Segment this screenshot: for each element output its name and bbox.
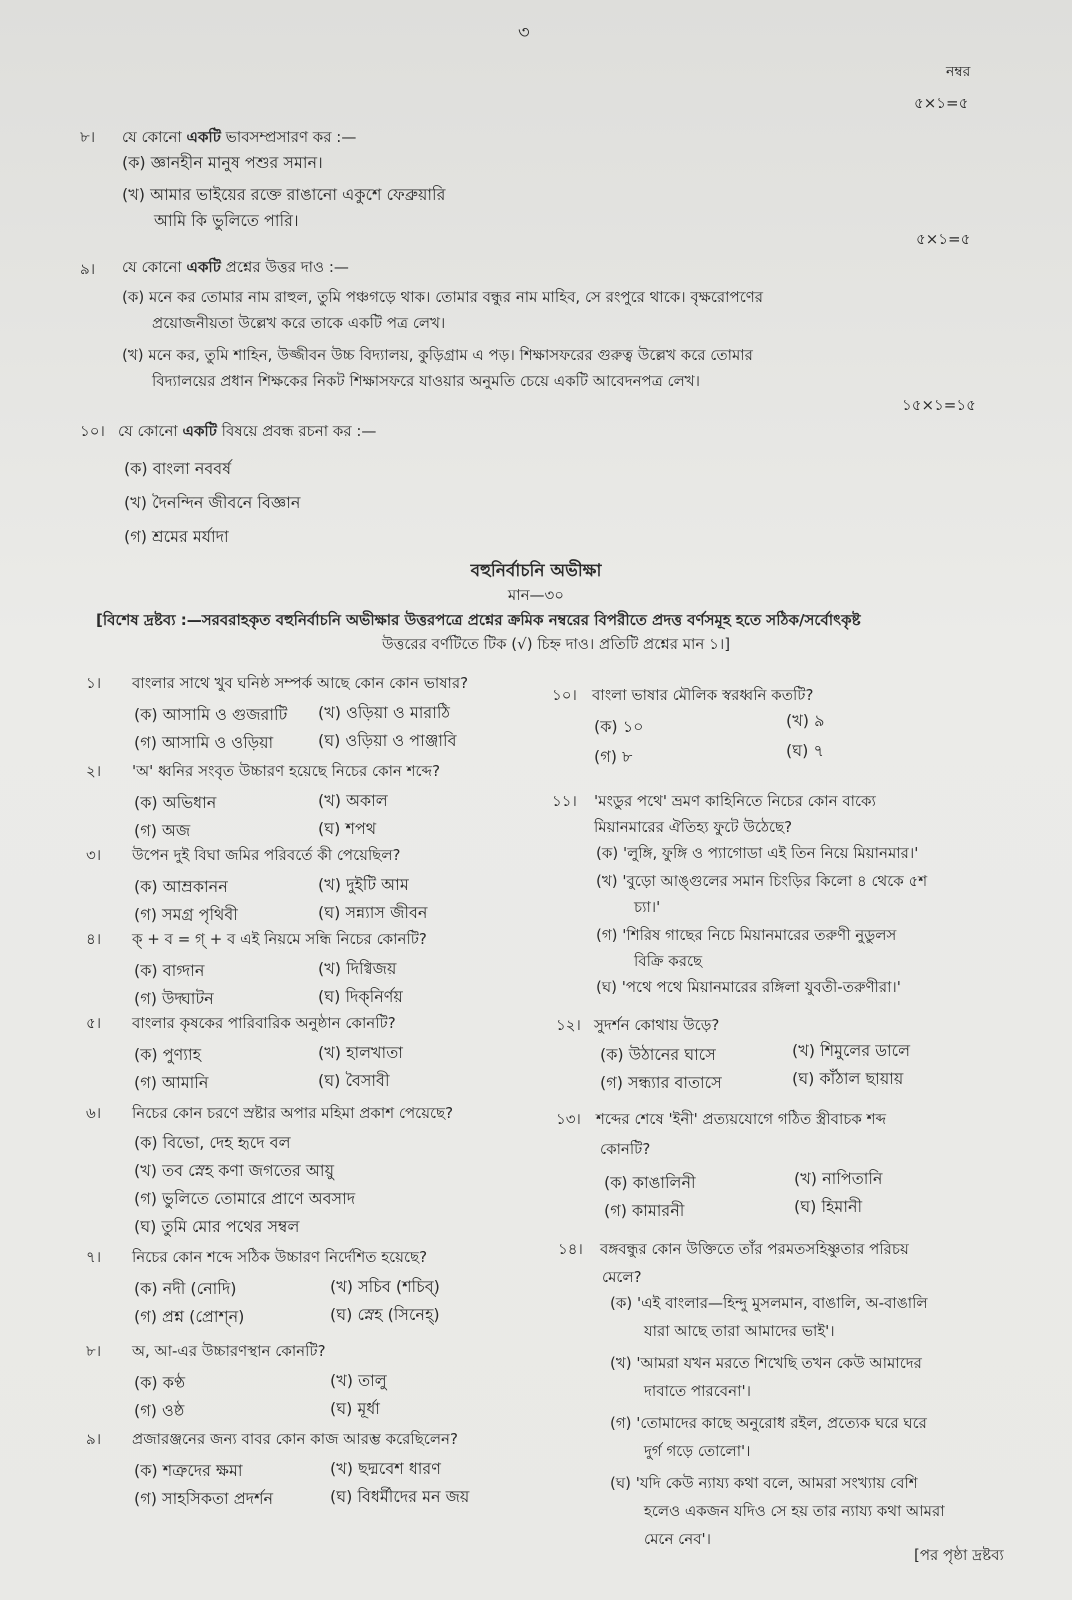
l-q5-option-d: (ঘ) বৈসাবী	[318, 1071, 390, 1090]
r-q11-option-c-1: (গ) 'শিরিষ গাছের নিচে মিয়ানমারের তরুণী নুডুলস	[596, 926, 897, 944]
l-q2-stem: 'অ' ধ্বনির সংবৃত উচ্চারণ হয়েছে নিচের কোন শব্দে?	[132, 762, 441, 780]
q8-marks: ৫×১=৫	[914, 94, 969, 112]
r-q10-stem: বাংলা ভাষার মৌলিক স্বরধ্বনি কতটি?	[592, 686, 814, 704]
q9-option-a-line2: প্রয়োজনীয়তা উল্লেখ করে তাকে একটি পত্র লেখ।	[152, 314, 446, 332]
q9-option-a-line1: (ক) মনে কর তোমার নাম রাহুল, তুমি পঞ্চগড়ে থাক। তোমার বন্ধুর নাম মাহিব, সে রংপুরে থাকে। বৃক্ষরোপণের	[122, 288, 764, 306]
page-number: ৩	[518, 22, 530, 43]
l-q2-option-c: (গ) অজ	[134, 821, 191, 840]
l-q8-option-c: (গ) ওষ্ঠ	[134, 1401, 185, 1420]
q10-stem: যে কোনো একটি বিষয়ে প্রবন্ধ রচনা কর :—	[118, 422, 377, 440]
q9-number: ৯।	[80, 260, 96, 278]
l-q8-option-d: (ঘ) মূর্ধা	[330, 1399, 380, 1418]
l-q2-option-d: (ঘ) শপথ	[318, 819, 377, 838]
l-q9-stem: প্রজারঞ্জনের জন্য বাবর কোন কাজ আরম্ভ করেছিলেন?	[132, 1430, 458, 1448]
r-q14-stem-1: বঙ্গবন্ধুর কোন উক্তিতে তাঁর পরমতসহিষ্ণুতার পরিচয়	[600, 1240, 909, 1258]
r-q11-option-b-2: চ্যা।'	[634, 898, 661, 916]
q8-option-b-cont: আমি কি ভুলিতে পারি।	[154, 211, 299, 230]
l-q9-option-a: (ক) শত্রুদের ক্ষমা	[134, 1461, 243, 1480]
l-q9-option-c: (গ) সাহসিকতা প্রদর্শন	[134, 1489, 274, 1508]
l-q6-stem: নিচের কোন চরণে স্রষ্টার অপার মহিমা প্রকাশ পেয়েছে?	[132, 1104, 454, 1122]
r-q10-option-d: (ঘ) ৭	[786, 741, 824, 760]
r-q10-option-b: (খ) ৯	[786, 711, 825, 730]
l-q4-option-b: (খ) দিগ্বিজয়	[318, 959, 397, 978]
q8-stem: যে কোনো একটি ভাবসম্প্রসারণ কর :—	[122, 128, 357, 146]
r-q14-option-d-1: (ঘ) 'যদি কেউ ন্যায্য কথা বলে, আমরা সংখ্যায় বেশি	[610, 1474, 918, 1492]
l-q7-option-c: (গ) প্রশ্ন (প্রোশ্‌ন)	[134, 1307, 245, 1326]
l-q4-option-d: (ঘ) দিক্‌নির্ণয়	[318, 987, 403, 1006]
q8-option-a: (ক) জ্ঞানহীন মানুষ পশুর সমান।	[122, 153, 323, 172]
l-q7-number: ৭।	[86, 1248, 102, 1266]
l-q9-option-b: (খ) ছদ্মবেশ ধারণ	[330, 1459, 441, 1478]
mcq-total-marks: মান—৩০	[507, 586, 565, 604]
r-q13-option-c: (গ) কামারনী	[604, 1201, 685, 1220]
r-q13-option-d: (ঘ) হিমানী	[794, 1197, 863, 1216]
r-q12-option-d: (ঘ) কাঁঠাল ছায়ায়	[792, 1069, 904, 1088]
l-q8-stem: অ, আ-এর উচ্চারণস্থান কোনটি?	[132, 1342, 326, 1360]
r-q14-stem-2: মেলে?	[602, 1268, 642, 1286]
l-q9-option-d: (ঘ) বিধর্মীদের মন জয়	[330, 1487, 470, 1506]
r-q14-option-a-2: যারা আছে তারা আমাদের ভাই'।	[644, 1322, 835, 1340]
r-q13-stem-1: শব্দের শেষে 'ইনী' প্রত্যয়যোগে গঠিত স্ত্রীবাচক শব্দ	[596, 1110, 887, 1128]
l-q5-option-c: (গ) আমানি	[134, 1073, 209, 1092]
l-q7-option-a: (ক) নদী (নোদি)	[134, 1279, 237, 1298]
l-q1-option-c: (গ) আসামি ও ওড়িয়া	[134, 733, 274, 752]
r-q13-number: ১৩।	[556, 1110, 581, 1128]
instruction-line-2: উত্তরের বর্ণটিতে টিক (√) চিহ্ন দাও। প্রতিটি প্রশ্নের মান ১।]	[381, 635, 731, 653]
l-q5-number: ৫।	[86, 1014, 102, 1032]
q8-number: ৮।	[80, 128, 96, 146]
l-q3-number: ৩।	[86, 846, 102, 864]
l-q1-number: ১।	[86, 674, 102, 692]
r-q12-number: ১২।	[556, 1016, 581, 1034]
r-q13-option-a: (ক) কাঙালিনী	[604, 1173, 696, 1192]
l-q7-option-d: (ঘ) স্নেহ (সিনেহ্)	[330, 1305, 440, 1324]
r-q14-option-a-1: (ক) 'এই বাংলার—হিন্দু মুসলমান, বাঙালি, অ-বাঙালি	[610, 1294, 928, 1312]
r-q12-stem: সুদর্শন কোথায় উড়ে?	[594, 1016, 720, 1034]
l-q3-option-c: (গ) সমগ্র পৃথিবী	[134, 905, 238, 924]
l-q6-option-b: (খ) তব স্নেহ কণা জগতের আয়ু	[134, 1161, 334, 1180]
l-q6-option-a: (ক) বিভো, দেহ হৃদে বল	[134, 1133, 291, 1152]
l-q1-stem: বাংলার সাথে খুব ঘনিষ্ঠ সম্পর্ক আছে কোন কোন ভাষার?	[132, 674, 469, 692]
q8-option-b: (খ) আমার ভাইয়ের রক্তে রাঙানো একুশে ফেব্রুয়ারি	[122, 185, 446, 204]
r-q10-option-c: (গ) ৮	[594, 747, 633, 766]
r-q14-option-c-1: (গ) 'তোমাদের কাছে অনুরোধ রইল, প্রত্যেক ঘরে ঘরে	[610, 1414, 927, 1432]
l-q7-option-b: (খ) সচিব (শচিব্)	[330, 1277, 440, 1296]
l-q3-option-b: (খ) দুইটি আম	[318, 875, 409, 894]
l-q5-option-a: (ক) পুণ্যাহ	[134, 1045, 201, 1064]
q9-option-b-line1: (খ) মনে কর, তুমি শাহিন, উজ্জীবন উচ্চ বিদ্যালয়, কুড়িগ্রাম এ পড়। শিক্ষাসফরের গুরুত্ব উল্লেখ করে তোমার	[122, 346, 753, 364]
q10-option-b: (খ) দৈনন্দিন জীবনে বিজ্ঞান	[124, 493, 301, 512]
mcq-title: বহুনির্বাচনি অভীক্ষা	[470, 561, 602, 581]
r-q11-option-a: (ক) 'লুঙ্গি, ফুঙ্গি ও প্যাগোডা এই তিন নিয়ে মিয়ানমার।'	[596, 844, 919, 862]
r-q12-option-b: (খ) শিমুলের ডালে	[792, 1041, 911, 1060]
l-q7-stem: নিচের কোন শব্দে সঠিক উচ্চারণ নির্দেশিত হয়েছে?	[132, 1248, 428, 1266]
r-q11-option-d: (ঘ) 'পথে পথে মিয়ানমারের রঙ্গিলা যুবতী-তরুণীরা।'	[596, 978, 901, 996]
r-q11-option-c-2: বিক্রি করছে	[634, 952, 703, 970]
q10-marks: ১৫×১=১৫	[902, 396, 976, 414]
l-q6-number: ৬।	[86, 1104, 102, 1122]
l-q2-option-a: (ক) অভিধান	[134, 793, 217, 812]
l-q3-stem: উপেন দুই বিঘা জমির পরিবর্তে কী পেয়েছিল?	[132, 846, 401, 864]
l-q4-option-a: (ক) বাগ্দান	[134, 961, 205, 980]
r-q14-option-d-3: মেনে নেব'।	[644, 1530, 712, 1548]
r-q14-option-d-2: হলেও একজন যদিও সে হয় তার ন্যায্য কথা আমরা	[644, 1502, 945, 1520]
l-q1-option-d: (ঘ) ওড়িয়া ও পাঞ্জাবি	[318, 731, 457, 750]
r-q11-option-b-1: (খ) 'বুড়ো আঙ্গুলের সমান চিংড়ির কিলো ৪ থেকে ৫শ	[596, 872, 928, 890]
l-q3-option-d: (ঘ) সন্ন্যাস জীবন	[318, 903, 428, 922]
l-q4-number: ৪।	[86, 930, 102, 948]
r-q14-option-c-2: দুর্গ গড়ে তোলো'।	[644, 1442, 751, 1460]
next-page-note: [পর পৃষ্ঠা দ্রষ্টব্য	[914, 1546, 1004, 1564]
l-q5-option-b: (খ) হালখাতা	[318, 1043, 403, 1062]
l-q8-number: ৮।	[86, 1342, 102, 1360]
l-q8-option-b: (খ) তালু	[330, 1371, 387, 1390]
r-q12-option-a: (ক) উঠানের ঘাসে	[600, 1045, 716, 1064]
r-q11-number: ১১।	[552, 792, 577, 810]
r-q14-number: ১৪।	[558, 1240, 583, 1258]
l-q6-option-c: (গ) ভুলিতে তোমারে প্রাণে অবসাদ	[134, 1189, 356, 1208]
r-q14-option-b-2: দাবাতে পারবেনা'।	[644, 1382, 751, 1400]
l-q2-number: ২।	[86, 762, 102, 780]
q9-option-b-line2: বিদ্যালয়ের প্রধান শিক্ষকের নিকট শিক্ষাসফরে যাওয়ার অনুমতি চেয়ে একটি আবেদনপত্র লেখ।	[152, 372, 701, 390]
l-q1-option-a: (ক) আসামি ও গুজরাটি	[134, 705, 288, 724]
l-q2-option-b: (খ) অকাল	[318, 791, 388, 810]
r-q10-option-a: (ক) ১০	[594, 717, 644, 736]
r-q13-option-b: (খ) নাপিতানি	[794, 1169, 883, 1188]
r-q13-stem-2: কোনটি?	[600, 1140, 651, 1158]
l-q8-option-a: (ক) কণ্ঠ	[134, 1373, 186, 1392]
instruction-line-1: [বিশেষ দ্রষ্টব্য :—সরবরাহকৃত বহুনির্বাচনি অভীক্ষার উত্তরপত্রে প্রশ্নের ক্রমিক নম্বরের বিপরীতে প্রদত্ত বর্ণসমূহ হতে সঠিক/সর্বোৎকৃষ্ট	[96, 611, 861, 629]
q10-option-a: (ক) বাংলা নববর্ষ	[124, 459, 232, 478]
q10-option-c: (গ) শ্রমের মর্যাদা	[124, 527, 229, 546]
q10-number: ১০।	[80, 422, 105, 440]
r-q10-number: ১০।	[552, 686, 577, 704]
l-q4-option-c: (গ) উদ্ঘাটন	[134, 989, 214, 1008]
l-q4-stem: ক্ + ব = গ্ + ব এই নিয়মে সন্ধি নিচের কোনটি?	[132, 930, 427, 948]
q9-marks: ৫×১=৫	[916, 230, 971, 248]
l-q9-number: ৯।	[86, 1430, 102, 1448]
r-q11-stem-1: 'মংডুর পথে' ভ্রমণ কাহিনিতে নিচের কোন বাক্যে	[594, 792, 876, 810]
q9-stem: যে কোনো একটি প্রশ্নের উত্তর দাও :—	[122, 258, 349, 276]
r-q11-stem-2: মিয়ানমারের ঐতিহ্য ফুটে উঠেছে?	[594, 818, 793, 836]
l-q6-option-d: (ঘ) তুমি মোর পথের সম্বল	[134, 1217, 300, 1236]
l-q1-option-b: (খ) ওড়িয়া ও মারাঠি	[318, 703, 450, 722]
r-q14-option-b-1: (খ) 'আমরা যখন মরতে শিখেছি তখন কেউ আমাদের	[610, 1354, 922, 1372]
marks-heading: নম্বর	[946, 64, 971, 80]
mcq-instruction	[96, 608, 1016, 656]
r-q12-option-c: (গ) সন্ধ্যার বাতাসে	[600, 1073, 722, 1092]
l-q5-stem: বাংলার কৃষকের পারিবারিক অনুষ্ঠান কোনটি?	[132, 1014, 396, 1032]
l-q3-option-a: (ক) আম্রকানন	[134, 877, 228, 896]
